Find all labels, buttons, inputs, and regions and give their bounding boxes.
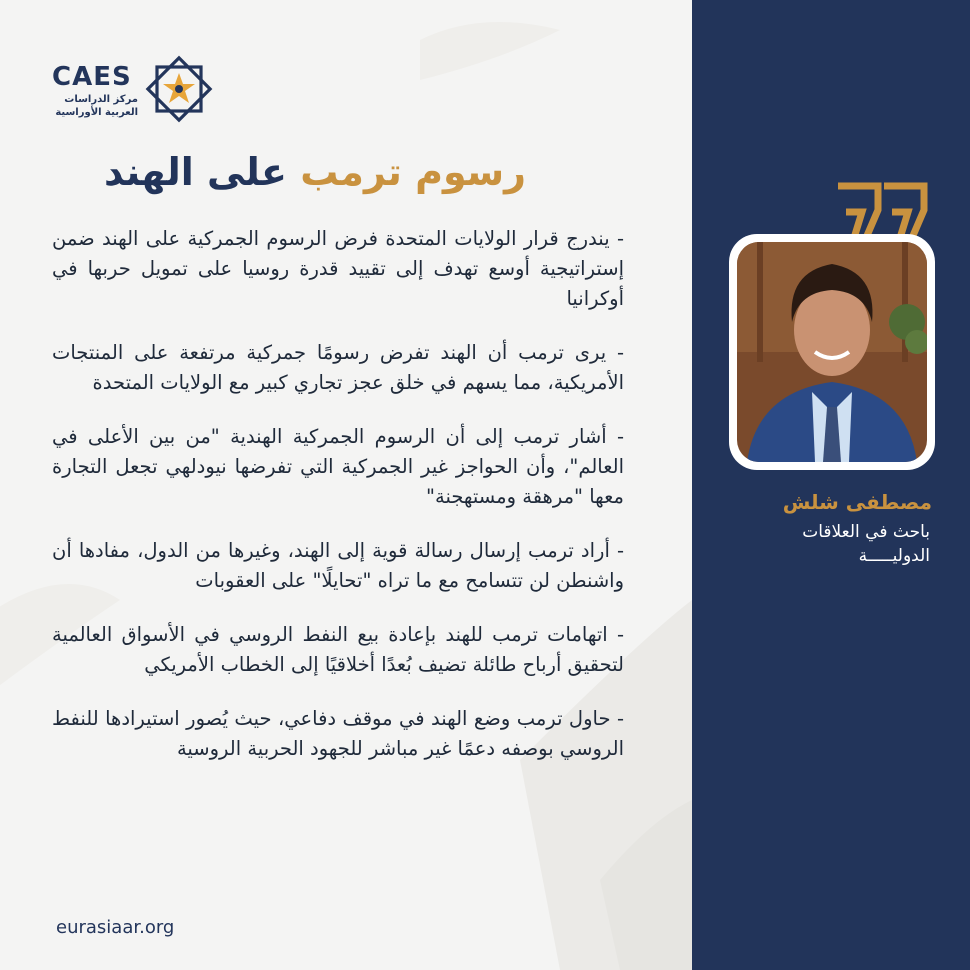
paragraph: - يرى ترمب أن الهند تفرض رسومًا جمركية مرتفعة على المنتجات الأمريكية، مما يسهم في خلق عجز تجاري كبير مع الولايات المتحدة — [52, 341, 624, 394]
author-role-line2: الدوليـــــة — [858, 546, 930, 566]
title-highlight: رسوم ترمب — [300, 150, 527, 194]
paragraph: - أشار ترمب إلى أن الرسوم الجمركية الهندية "من بين الأعلى في العالم"، وأن الحواجز غير الجمركية التي تفرضها نيودلهي تجعل التجارة معها "مرهقة ومستهجنة" — [52, 425, 624, 508]
author-role — [712, 520, 930, 568]
caes-logo — [52, 46, 222, 126]
paragraph: - يندرج قرار الولايات المتحدة فرض الرسوم الجمركية على الهند ضمن إستراتيجية أوسع تهدف إلى تقييد قدرة روسيا على تمويل حربها في أوكرانيا — [52, 227, 624, 310]
page-title — [60, 148, 570, 196]
author-name: مصطفى شلش — [782, 490, 932, 514]
logo-name-line2: العربية الأوراسية — [55, 107, 138, 118]
paragraph: - حاول ترمب وضع الهند في موقف دفاعي، حيث يُصور استيرادها للنفط الروسي بوصفه دعمًا غير مباشر للجهود الحربية الروسية — [52, 707, 624, 760]
paragraph: - اتهامات ترمب للهند بإعادة بيع النفط الروسي في الأسواق العالمية لتحقيق أرباح طائلة تضيف بُعدًا أخلاقيًا إلى الخطاب الأمريكي — [52, 623, 624, 676]
author-photo — [737, 242, 927, 462]
article-body — [52, 224, 624, 788]
logo-name-line1: مركز الدراسات — [64, 94, 138, 105]
caes-star-logo-icon — [144, 54, 214, 124]
logo-acronym: CAES — [52, 62, 132, 92]
website-link[interactable]: eurasiaar.org — [56, 917, 175, 938]
paragraph: - أراد ترمب إرسال رسالة قوية إلى الهند، وغيرها من الدول، مفادها أن واشنطن لن تتسامح مع ما تراه "تحايلًا" على العقوبات — [52, 539, 624, 592]
title-rest: على الهند — [103, 150, 287, 194]
author-role-line1: باحث في العلاقات — [802, 522, 930, 542]
author-panel — [692, 0, 970, 970]
